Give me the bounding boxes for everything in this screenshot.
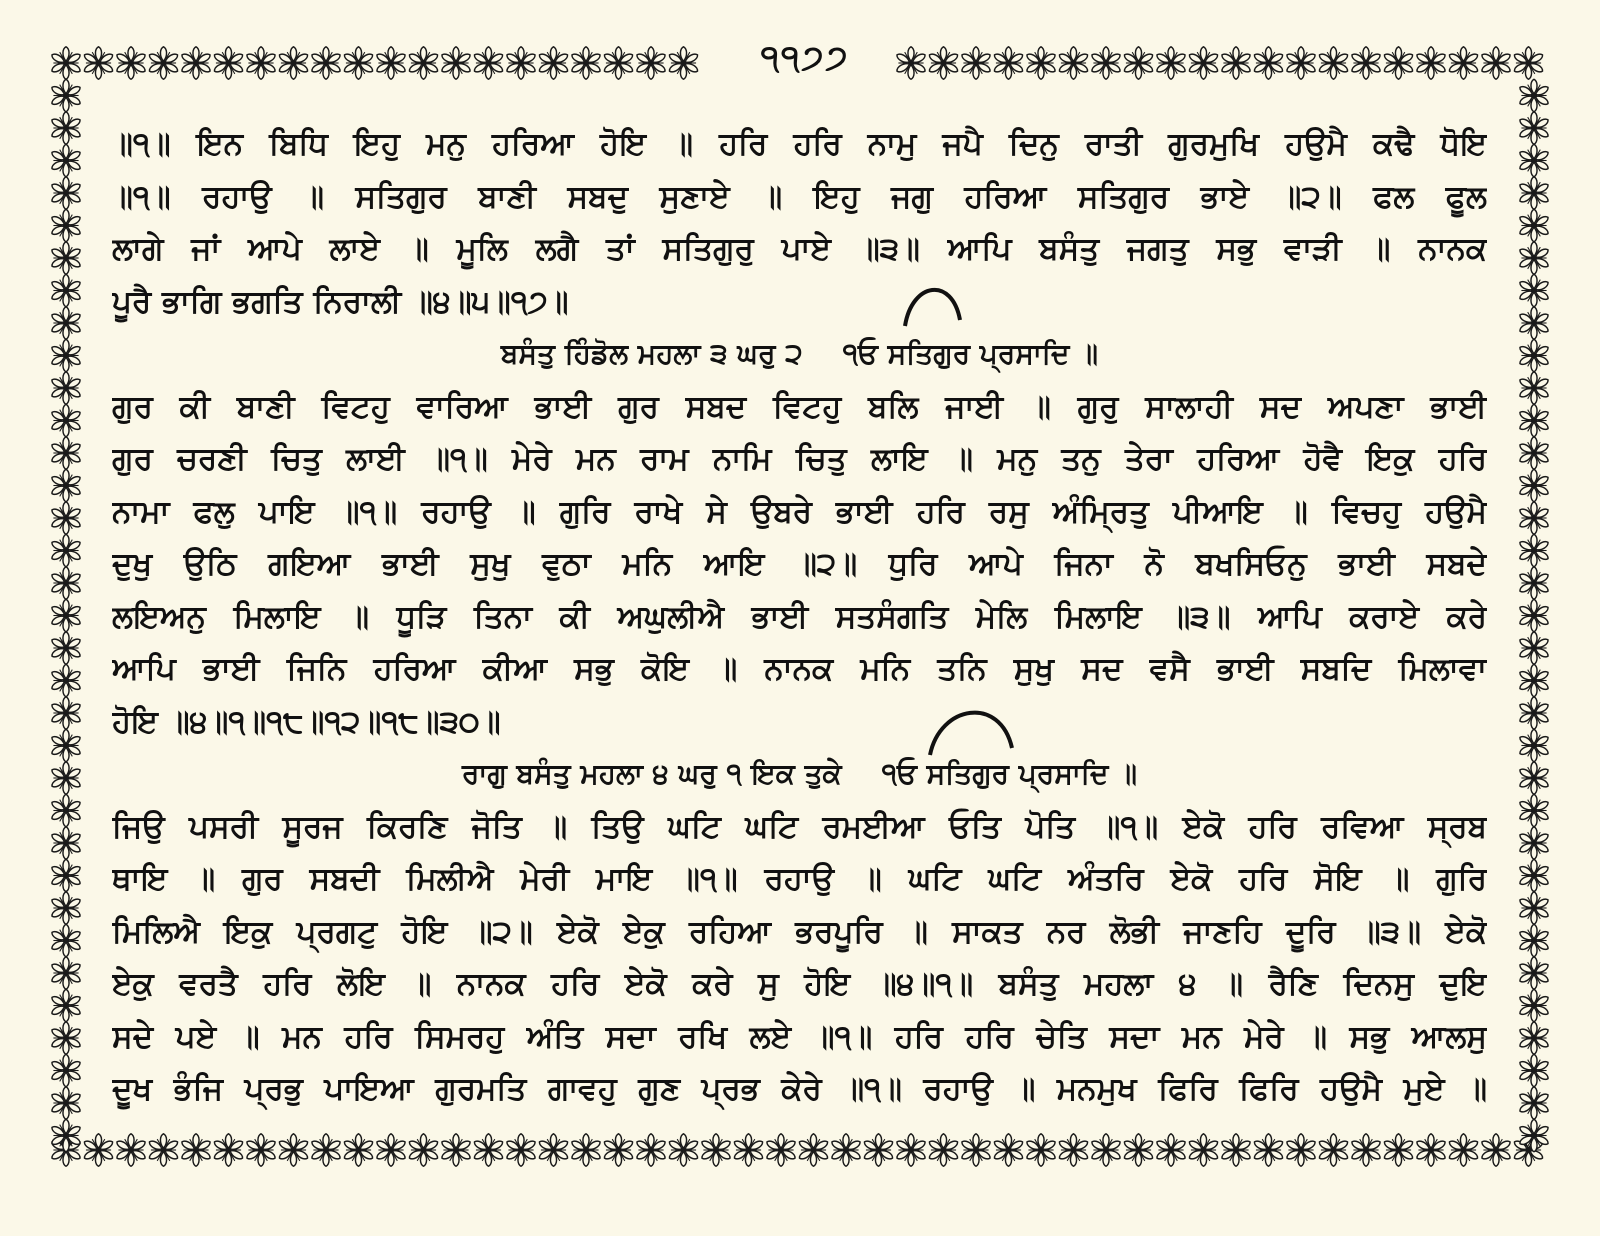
flower-ornament-icon <box>928 47 959 79</box>
flower-ornament-icon <box>1155 1134 1186 1166</box>
flower-ornament-icon <box>1518 437 1549 469</box>
flower-ornament-icon <box>50 892 81 924</box>
verse-line: ਸਦੇ ਪਏ ॥ ਮਨ ਹਰਿ ਸਿਮਰਹੁ ਅੰਤਿ ਸਦਾ ਰਖਿ ਲਏ ॥੧॥ ਹਰਿ ਹਰਿ ਚੇਤਿ ਸਦਾ ਮਨ ਮੇਰੇ ॥ ਸਭੁ ਆਲਸੁ <box>112 1018 1487 1055</box>
flower-ornament-icon <box>1518 372 1549 404</box>
flower-ornament-icon <box>635 47 666 79</box>
flower-ornament-icon <box>928 1134 959 1166</box>
flower-ornament-icon <box>1518 827 1549 859</box>
verse-line: ਮਿਲਿਐ ਇਕੁ ਪ੍ਰਗਟੁ ਹੋਇ ॥੨॥ ਏਕੋ ਏਕੁ ਰਹਿਆ ਭਰਪੂਰਿ ॥ ਸਾਕਤ ਨਰ ਲੋਭੀ ਜਾਣਹਿ ਦੂਰਿ ॥੩॥ ਏਕੋ <box>112 913 1487 950</box>
flower-ornament-icon <box>1518 697 1549 729</box>
mool-mantar-invocation: ੧ਓ ਸਤਿਗੁਰ ਪ੍ਰਸਾਦਿ ॥ <box>842 337 1099 370</box>
flower-ornament-icon <box>50 209 81 241</box>
flower-ornament-icon <box>570 1134 601 1166</box>
flower-ornament-icon <box>1383 1134 1414 1166</box>
flower-ornament-icon <box>603 1134 634 1166</box>
flower-ornament-icon <box>1518 144 1549 176</box>
flower-ornament-icon <box>538 1134 569 1166</box>
flower-ornament-icon <box>798 1134 829 1166</box>
flower-ornament-icon <box>50 762 81 794</box>
flower-ornament-icon <box>408 1134 439 1166</box>
flower-ornament-icon <box>1518 177 1549 209</box>
flower-ornament-icon <box>50 404 81 436</box>
flower-ornament-icon <box>1415 47 1446 79</box>
flower-ornament-icon <box>50 274 81 306</box>
flower-ornament-icon <box>50 534 81 566</box>
flower-ornament-icon <box>538 47 569 79</box>
flower-ornament-icon <box>50 47 81 79</box>
flower-ornament-icon <box>375 1134 406 1166</box>
heading-title: ਰਾਗੁ ਬਸੰਤੁ ਮਹਲਾ ੪ ਘਰੁ ੧ ਇਕ ਤੁਕੇ <box>461 757 842 790</box>
flower-ornament-icon <box>50 112 81 144</box>
flower-ornament-icon <box>83 47 114 79</box>
flower-ornament-icon <box>1253 47 1284 79</box>
verse-line: ਪੂਰੈ ਭਾਗਿ ਭਗਤਿ ਨਿਰਾਲੀ ॥੪॥੫॥੧੭॥ <box>112 283 569 320</box>
flower-ornament-icon <box>245 47 276 79</box>
flower-ornament-icon <box>1518 339 1549 371</box>
mool-mantar-invocation: ੧ਓ ਸਤਿਗੁਰ ਪ੍ਰਸਾਦਿ ॥ <box>881 757 1138 790</box>
flower-ornament-icon <box>1188 47 1219 79</box>
flower-ornament-icon <box>1025 47 1056 79</box>
flower-ornament-icon <box>1480 1134 1511 1166</box>
flower-ornament-icon <box>1518 599 1549 631</box>
flower-ornament-icon <box>180 1134 211 1166</box>
flower-ornament-icon <box>1518 209 1549 241</box>
flower-ornament-icon <box>895 47 926 79</box>
flower-ornament-icon <box>50 957 81 989</box>
flower-ornament-icon <box>1518 1022 1549 1054</box>
flower-ornament-icon <box>635 1134 666 1166</box>
flower-ornament-icon <box>343 47 374 79</box>
flower-ornament-icon <box>180 47 211 79</box>
verse-line: ਆਪਿ ਭਾਈ ਜਿਨਿ ਹਰਿਆ ਕੀਆ ਸਭੁ ਕੋਇ ॥ ਨਾਨਕ ਮਨਿ ਤਨਿ ਸੁਖੁ ਸਦ ਵਸੈ ਭਾਈ ਸਬਦਿ ਮਿਲਾਵਾ <box>112 651 1487 687</box>
flower-ornament-icon <box>50 664 81 696</box>
verse-line: ਗੁਰ ਚਰਣੀ ਚਿਤੁ ਲਾਈ ॥੧॥ ਮੇਰੇ ਮਨ ਰਾਮ ਨਾਮਿ ਚਿਤੁ ਲਾਇ ॥ ਮਨੁ ਤਨੁ ਤੇਰਾ ਹਰਿਆ ਹੋਵੈ ਇਕੁ ਹਰਿ <box>112 441 1487 477</box>
flower-ornament-icon <box>668 1134 699 1166</box>
flower-ornament-icon <box>408 47 439 79</box>
flower-ornament-icon <box>1518 762 1549 794</box>
flower-ornament-icon <box>245 1134 276 1166</box>
flower-ornament-icon <box>1318 1134 1349 1166</box>
flower-ornament-icon <box>960 1134 991 1166</box>
flower-ornament-icon <box>830 1134 861 1166</box>
verse-line: ਨਾਮਾ ਫਲੁ ਪਾਇ ॥੧॥ ਰਹਾਉ ॥ ਗੁਰਿ ਰਾਖੇ ਸੇ ਉਬਰੇ ਭਾਈ ਹਰਿ ਰਸੁ ਅੰਮ੍ਰਿਤੁ ਪੀਆਇ ॥ ਵਿਚਹੁ ਹਉਮੈ <box>112 493 1487 530</box>
flower-ornament-icon <box>50 372 81 404</box>
flower-ornament-icon <box>1058 47 1089 79</box>
flower-ornament-icon <box>1448 1134 1479 1166</box>
flower-ornament-icon <box>863 1134 894 1166</box>
flower-ornament-icon <box>1188 1134 1219 1166</box>
flower-ornament-icon <box>50 469 81 501</box>
section-heading <box>112 748 1487 801</box>
verse-line: ॥੧॥ ਇਨ ਬਿਧਿ ਇਹੁ ਮਨੁ ਹਰਿਆ ਹੋਇ ॥ ਹਰਿ ਹਰਿ ਨਾਮੁ ਜਪੈ ਦਿਨੁ ਰਾਤੀ ਗੁਰਮੁਖਿ ਹਉਮੈ ਕਢੈ ਧੋਇ <box>112 126 1487 162</box>
flower-ornament-icon <box>1518 729 1549 761</box>
flower-ornament-icon <box>50 794 81 826</box>
flower-ornament-icon <box>1123 47 1154 79</box>
flower-ornament-icon <box>960 47 991 79</box>
flower-ornament-icon <box>50 1087 81 1119</box>
flower-ornament-icon <box>148 1134 179 1166</box>
flower-ornament-icon <box>733 1134 764 1166</box>
verse-line: ਦੂਖ ਭੰਜਿ ਪ੍ਰਭੁ ਪਾਇਆ ਗੁਰਮਤਿ ਗਾਵਹੁ ਗੁਣ ਪ੍ਰਭ ਕੇਰੇ ॥੧॥ ਰਹਾਉ ॥ ਮਨਮੁਖ ਫਿਰਿ ਫਿਰਿ ਹਉਮੈ ਮੁਏ ॥ <box>112 1071 1487 1107</box>
flower-ornament-icon <box>1518 404 1549 436</box>
flower-ornament-icon <box>505 47 536 79</box>
verse-line: ਜਿਉ ਪਸਰੀ ਸੂਰਜ ਕਿਰਣਿ ਜੋਤਿ ॥ ਤਿਉ ਘਟਿ ਘਟਿ ਰਮਈਆ ਓਤਿ ਪੋਤਿ ॥੧॥ ਏਕੋ ਹਰਿ ਰਵਿਆ ਸ੍ਰਬ <box>112 808 1487 845</box>
verse-line: ਏਕੁ ਵਰਤੈ ਹਰਿ ਲੋਇ ॥ ਨਾਨਕ ਹਰਿ ਏਕੋ ਕਰੇ ਸੁ ਹੋਇ ॥੪॥੧॥ ਬਸੰਤੁ ਮਹਲਾ ੪ ॥ ਰੈਣਿ ਦਿਨਸੁ ਦੁਇ <box>112 966 1487 1002</box>
flower-ornament-icon <box>668 47 699 79</box>
flower-ornament-icon <box>1518 632 1549 664</box>
flower-ornament-icon <box>50 79 81 111</box>
heading-title: ਬਸੰਤੁ ਹਿੰਡੋਲ ਮਹਲਾ ੩ ਘਰੁ ੨ <box>500 337 803 370</box>
flower-ornament-icon <box>993 1134 1024 1166</box>
flower-ornament-icon <box>1058 1134 1089 1166</box>
flower-ornament-icon <box>148 47 179 79</box>
flower-ornament-icon <box>1518 859 1549 891</box>
flower-ornament-icon <box>1518 502 1549 534</box>
flower-ornament-icon <box>213 47 244 79</box>
verse-line: ਲਇਅਨੁ ਮਿਲਾਇ ॥ ਧੂੜਿ ਤਿਨਾ ਕੀ ਅਘੁਲੀਐ ਭਾਈ ਸਤਸੰਗਤਿ ਮੇਲਿ ਮਿਲਾਇ ॥੩॥ ਆਪਿ ਕਰਾਏ ਕਰੇ <box>112 598 1487 635</box>
flower-ornament-icon <box>213 1134 244 1166</box>
flower-ornament-icon <box>50 697 81 729</box>
flower-ornament-icon <box>50 1022 81 1054</box>
flower-ornament-icon <box>83 1134 114 1166</box>
flower-ornament-icon <box>1220 47 1251 79</box>
flower-ornament-icon <box>473 47 504 79</box>
flower-ornament-icon <box>1285 1134 1316 1166</box>
flower-ornament-icon <box>765 1134 796 1166</box>
flower-ornament-icon <box>1513 47 1544 79</box>
flower-ornament-icon <box>375 47 406 79</box>
flower-ornament-icon <box>505 1134 536 1166</box>
flower-ornament-icon <box>1155 47 1186 79</box>
flower-ornament-icon <box>278 1134 309 1166</box>
flower-ornament-icon <box>1518 989 1549 1021</box>
flower-ornament-icon <box>1415 1134 1446 1166</box>
flower-ornament-icon <box>50 242 81 274</box>
flower-ornament-icon <box>1518 112 1549 144</box>
flower-ornament-icon <box>50 567 81 599</box>
verse-line: ਗੁਰ ਕੀ ਬਾਣੀ ਵਿਟਹੁ ਵਾਰਿਆ ਭਾਈ ਗੁਰ ਸਬਦ ਵਿਟਹੁ ਬਲਿ ਜਾਈ ॥ ਗੁਰੁ ਸਾਲਾਹੀ ਸਦ ਅਪਣਾ ਭਾਈ <box>112 388 1487 425</box>
flower-ornament-icon <box>993 47 1024 79</box>
flower-ornament-icon <box>278 47 309 79</box>
flower-ornament-icon <box>1383 47 1414 79</box>
flower-ornament-icon <box>50 632 81 664</box>
flower-ornament-icon <box>1350 47 1381 79</box>
flower-ornament-icon <box>310 47 341 79</box>
flower-ornament-icon <box>1518 794 1549 826</box>
flower-ornament-icon <box>50 989 81 1021</box>
verse-line: ਦੁਖੁ ਉਠਿ ਗਇਆ ਭਾਈ ਸੁਖੁ ਵੁਠਾ ਮਨਿ ਆਇ ॥੨॥ ਧੁਰਿ ਆਪੇ ਜਿਨਾ ਨੋ ਬਖਸਿਓਨੁ ਭਾਈ ਸਬਦੇ <box>112 546 1487 582</box>
flower-ornament-icon <box>700 1134 731 1166</box>
flower-ornament-icon <box>1518 957 1549 989</box>
flower-ornament-icon <box>440 1134 471 1166</box>
flower-ornament-icon <box>115 47 146 79</box>
flower-ornament-icon <box>343 1134 374 1166</box>
verse-line: ਲਾਗੇ ਜਾਂ ਆਪੇ ਲਾਏ ॥ ਮੂਲਿ ਲਗੈ ਤਾਂ ਸਤਿਗੁਰੁ ਪਾਏ ॥੩॥ ਆਪਿ ਬਸੰਤੁ ਜਗਤੁ ਸਭੁ ਵਾੜੀ ॥ ਨਾਨਕ <box>112 231 1487 267</box>
flower-ornament-icon <box>1350 1134 1381 1166</box>
flower-ornament-icon <box>50 437 81 469</box>
flower-ornament-icon <box>1518 242 1549 274</box>
flower-ornament-icon <box>310 1134 341 1166</box>
flower-ornament-icon <box>50 339 81 371</box>
scripture-text <box>112 118 1487 1116</box>
flower-ornament-icon <box>473 1134 504 1166</box>
flower-ornament-icon <box>1220 1134 1251 1166</box>
flower-ornament-icon <box>1090 47 1121 79</box>
flower-ornament-icon <box>1318 47 1349 79</box>
flower-ornament-icon <box>50 177 81 209</box>
flower-ornament-icon <box>1518 79 1549 111</box>
flower-ornament-icon <box>1518 534 1549 566</box>
flower-ornament-icon <box>1285 47 1316 79</box>
flower-ornament-icon <box>50 599 81 631</box>
flower-ornament-icon <box>50 307 81 339</box>
flower-ornament-icon <box>1518 664 1549 696</box>
flower-ornament-icon <box>1253 1134 1284 1166</box>
flower-ornament-icon <box>1518 1087 1549 1119</box>
flower-ornament-icon <box>50 924 81 956</box>
flower-ornament-icon <box>50 502 81 534</box>
flower-ornament-icon <box>50 1054 81 1086</box>
flower-ornament-icon <box>50 144 81 176</box>
flower-ornament-icon <box>50 729 81 761</box>
flower-ornament-icon <box>1518 924 1549 956</box>
flower-ornament-icon <box>1448 47 1479 79</box>
flower-ornament-icon <box>50 859 81 891</box>
section-heading <box>112 328 1487 381</box>
flower-ornament-icon <box>603 47 634 79</box>
flower-ornament-icon <box>1123 1134 1154 1166</box>
flower-ornament-icon <box>1518 892 1549 924</box>
flower-ornament-icon <box>115 1134 146 1166</box>
flower-ornament-icon <box>1090 1134 1121 1166</box>
flower-ornament-icon <box>50 827 81 859</box>
verse-line: ॥੧॥ ਰਹਾਉ ॥ ਸਤਿਗੁਰ ਬਾਣੀ ਸਬਦੁ ਸੁਣਾਏ ॥ ਇਹੁ ਜਗੁ ਹਰਿਆ ਸਤਿਗੁਰ ਭਾਏ ॥੨॥ ਫਲ ਫੂਲ <box>112 178 1487 215</box>
flower-ornament-icon <box>1518 307 1549 339</box>
flower-ornament-icon <box>1480 47 1511 79</box>
verse-line: ਥਾਇ ॥ ਗੁਰ ਸਬਦੀ ਮਿਲੀਐ ਮੇਰੀ ਮਾਇ ॥੧॥ ਰਹਾਉ ॥ ਘਟਿ ਘਟਿ ਅੰਤਰਿ ਏਕੋ ਹਰਿ ਸੋਇ ॥ ਗੁਰਿ <box>112 861 1487 897</box>
flower-ornament-icon <box>1518 1054 1549 1086</box>
flower-ornament-icon <box>570 47 601 79</box>
verse-line: ਹੋਇ ॥੪॥੧॥੧੮॥੧੨॥੧੮॥੩੦॥ <box>112 703 501 740</box>
flower-ornament-icon <box>440 47 471 79</box>
flower-ornament-icon <box>895 1134 926 1166</box>
flower-ornament-icon <box>1518 469 1549 501</box>
flower-ornament-icon <box>1518 274 1549 306</box>
flower-ornament-icon <box>1518 567 1549 599</box>
page-number: ੧੧੭੭ <box>725 38 885 78</box>
flower-ornament-icon <box>1025 1134 1056 1166</box>
